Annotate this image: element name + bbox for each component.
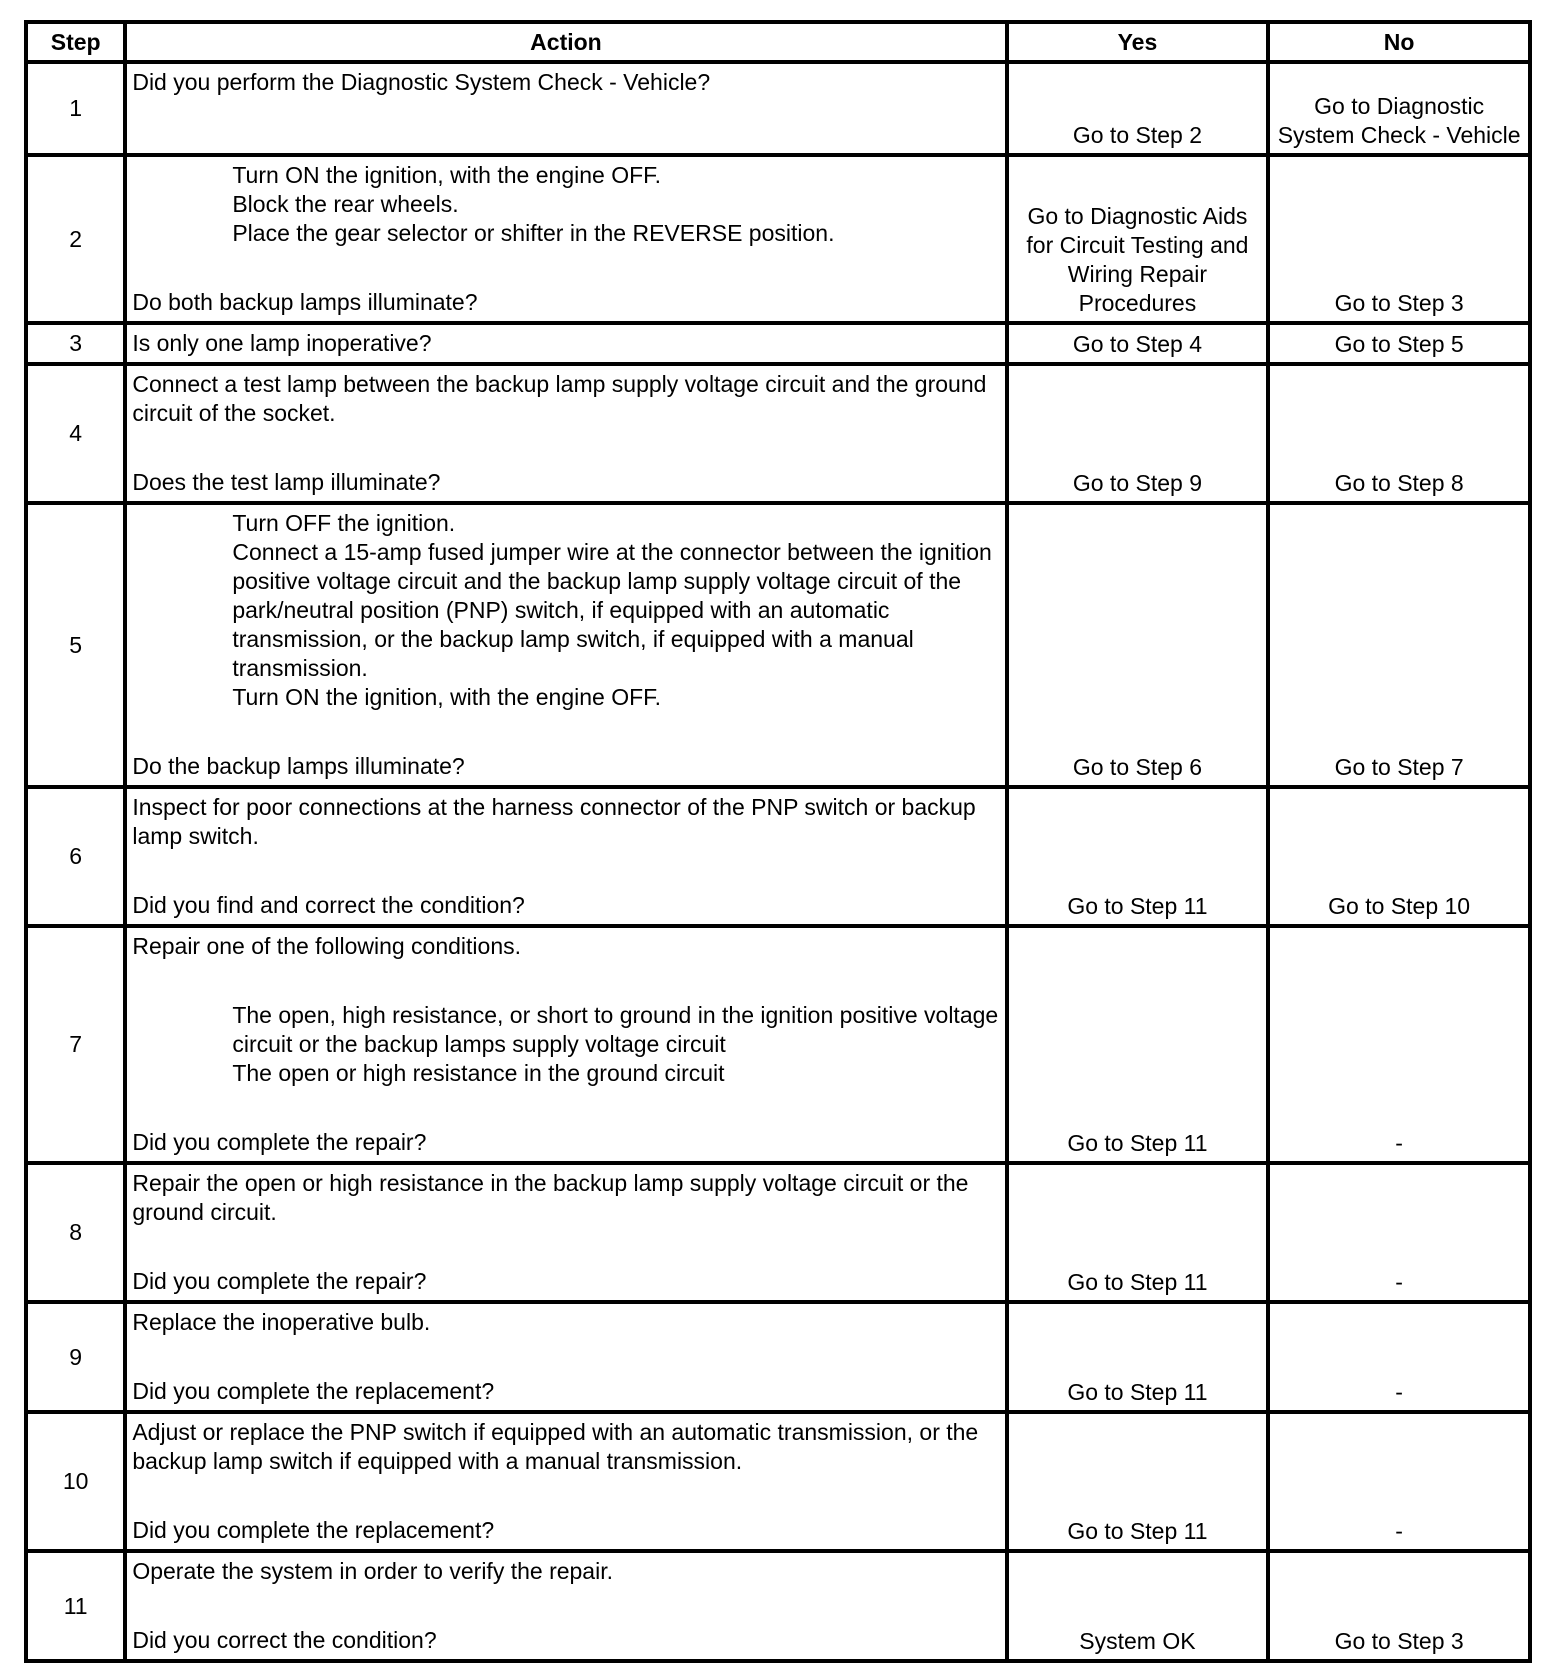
action-cell	[125, 155, 1006, 323]
yes-result: Go to Step 11	[1007, 787, 1269, 926]
action-cell	[125, 1412, 1006, 1551]
action-substep: Connect a 15-amp fused jumper wire at the connector between the ignition positive voltage circuit and the backup lamp supply voltage circuit of the park/neutral position (PNP) switch, if equipped with an automatic transmission, or the backup lamp switch, if equipped with a manual transmission.	[232, 539, 992, 681]
action-text: Inspect for poor connections at the harness connector of the PNP switch or backup lamp switch.	[132, 794, 976, 849]
yes-result: Go to Step 11	[1007, 1412, 1269, 1551]
step-number: 5	[26, 503, 125, 787]
no-result: Go to Step 7	[1268, 503, 1530, 787]
table-row	[26, 62, 1530, 155]
step-number: 3	[26, 323, 125, 364]
no-result: Go to Diagnostic System Check - Vehicle	[1268, 62, 1530, 155]
action-substep: Block the rear wheels.	[232, 191, 459, 217]
step-number: 6	[26, 787, 125, 926]
yes-result: Go to Step 11	[1007, 926, 1269, 1163]
action-text: Did you perform the Diagnostic System Check - Vehicle?	[132, 69, 711, 95]
no-result: Go to Step 3	[1268, 1551, 1530, 1661]
action-substep: Turn ON the ignition, with the engine OFF.	[232, 162, 662, 188]
header-step: Step	[26, 22, 125, 62]
action-question: Did you complete the repair?	[132, 1129, 427, 1155]
no-result: -	[1268, 926, 1530, 1163]
action-question: Did you correct the condition?	[132, 1627, 437, 1653]
action-text: Replace the inoperative bulb.	[132, 1309, 431, 1335]
step-number: 11	[26, 1551, 125, 1661]
yes-result: Go to Diagnostic Aids for Circuit Testing and Wiring Repair Procedures	[1007, 155, 1269, 323]
step-number: 2	[26, 155, 125, 323]
action-cell	[125, 1551, 1006, 1661]
action-question: Did you complete the repair?	[132, 1268, 427, 1294]
step-number: 9	[26, 1302, 125, 1412]
action-question: Did you complete the replacement?	[132, 1378, 495, 1404]
table-row	[26, 364, 1530, 503]
no-result: Go to Step 3	[1268, 155, 1530, 323]
header-yes: Yes	[1007, 22, 1269, 62]
no-result: Go to Step 5	[1268, 323, 1530, 364]
table-row	[26, 1163, 1530, 1302]
table-row	[26, 503, 1530, 787]
action-substep: Turn OFF the ignition.	[232, 510, 456, 536]
table-row	[26, 323, 1530, 364]
action-cell	[125, 364, 1006, 503]
yes-result: Go to Step 2	[1007, 62, 1269, 155]
action-question: Do both backup lamps illuminate?	[132, 289, 478, 315]
table-row	[26, 787, 1530, 926]
action-text: Adjust or replace the PNP switch if equipped with an automatic transmission, or the backup lamp switch if equipped with a manual transmission.	[132, 1419, 979, 1474]
action-cell	[125, 787, 1006, 926]
yes-result: Go to Step 11	[1007, 1163, 1269, 1302]
action-substep: The open, high resistance, or short to ground in the ignition positive voltage circuit or the backup lamps supply voltage circuit	[232, 1002, 999, 1057]
table-row	[26, 1551, 1530, 1661]
table-row	[26, 1412, 1530, 1551]
action-text: Repair one of the following conditions.	[132, 933, 522, 959]
yes-result: Go to Step 6	[1007, 503, 1269, 787]
yes-result: Go to Step 11	[1007, 1302, 1269, 1412]
diagnostic-table	[24, 20, 1532, 1663]
yes-result: Go to Step 9	[1007, 364, 1269, 503]
action-cell	[125, 1163, 1006, 1302]
no-result: Go to Step 10	[1268, 787, 1530, 926]
action-question: Does the test lamp illuminate?	[132, 469, 441, 495]
no-result: -	[1268, 1302, 1530, 1412]
yes-result: Go to Step 4	[1007, 323, 1269, 364]
table-row	[26, 1302, 1530, 1412]
table-row	[26, 926, 1530, 1163]
step-number: 4	[26, 364, 125, 503]
yes-result: System OK	[1007, 1551, 1269, 1661]
action-text: Operate the system in order to verify the repair.	[132, 1558, 613, 1584]
step-number: 7	[26, 926, 125, 1163]
action-cell	[125, 926, 1006, 1163]
action-cell	[125, 503, 1006, 787]
action-text: Is only one lamp inoperative?	[132, 330, 432, 356]
action-cell	[125, 62, 1006, 155]
header-no: No	[1268, 22, 1530, 62]
no-result: -	[1268, 1412, 1530, 1551]
step-number: 8	[26, 1163, 125, 1302]
action-substep: The open or high resistance in the ground circuit	[232, 1060, 725, 1086]
action-substep: Place the gear selector or shifter in the REVERSE position.	[232, 220, 835, 246]
header-row	[26, 22, 1530, 62]
header-action: Action	[125, 22, 1006, 62]
step-number: 1	[26, 62, 125, 155]
action-cell	[125, 323, 1006, 364]
action-cell	[125, 1302, 1006, 1412]
action-question: Did you complete the replacement?	[132, 1517, 495, 1543]
action-text: Repair the open or high resistance in the backup lamp supply voltage circuit or the ground circuit.	[132, 1170, 969, 1225]
no-result: -	[1268, 1163, 1530, 1302]
step-number: 10	[26, 1412, 125, 1551]
no-result: Go to Step 8	[1268, 364, 1530, 503]
action-question: Do the backup lamps illuminate?	[132, 753, 465, 779]
action-text: Connect a test lamp between the backup lamp supply voltage circuit and the ground circuit of the socket.	[132, 371, 987, 426]
table-row	[26, 155, 1530, 323]
action-substep: Turn ON the ignition, with the engine OFF.	[232, 684, 662, 710]
action-question: Did you find and correct the condition?	[132, 892, 525, 918]
